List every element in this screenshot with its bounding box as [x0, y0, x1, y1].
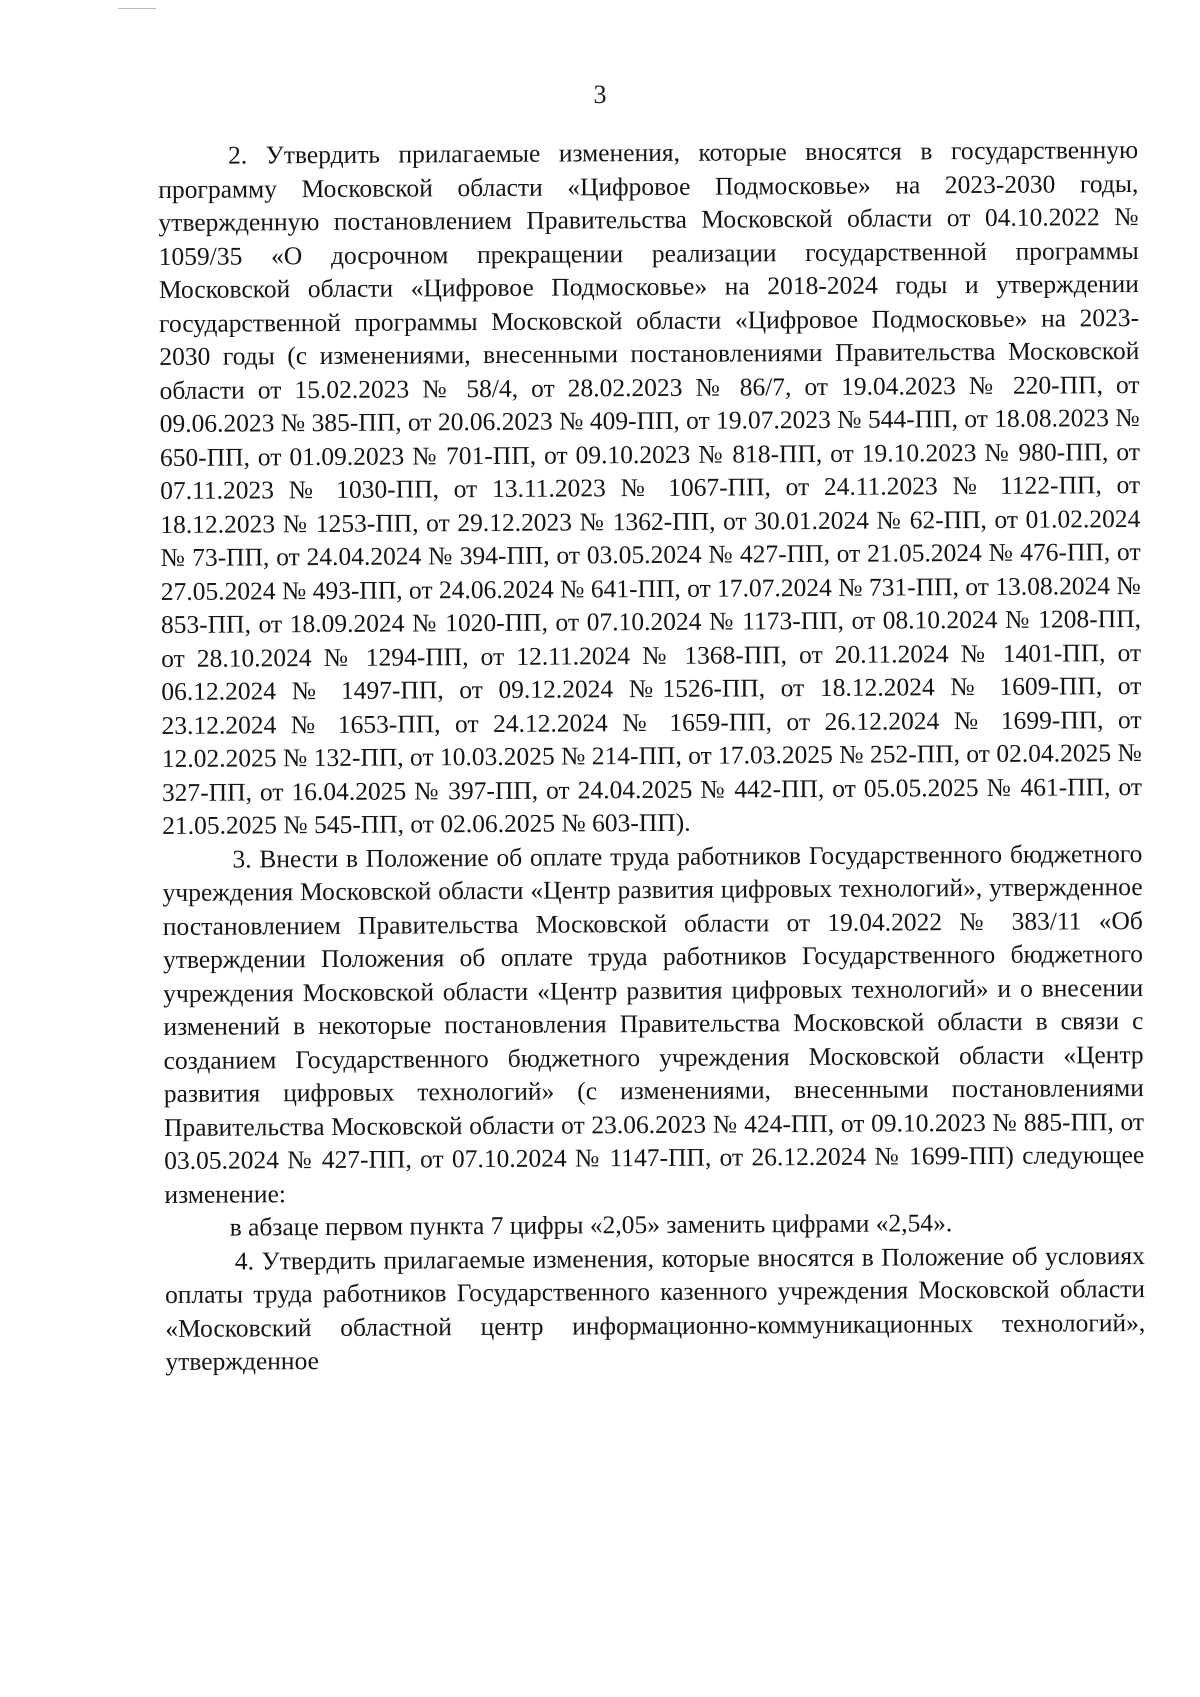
scan-artifact	[118, 8, 156, 9]
page-number: 3	[593, 80, 607, 109]
paragraph-item-3-change: в абзаце первом пункта 7 цифры «2,05» заменить цифрами «2,54».	[229, 1208, 953, 1242]
paragraph-item-2: 2. Утвердить прилагаемые изменения, которые вносятся в государственную программу Московской области «Цифровое Подмосковье» на 2023-2030 годы, утвержденную постановлением Правительства Московской области от 04.10.2022 № 1059/35 «О досрочном прекращении реализации государственной программы Московской области «Цифровое Подмосковье» на 2018-2024 годы и утверждении государственной программы Московской области «Цифровое Подмосковье» на 2023-2030 годы (с изменениями, внесенными постановлениями Правительства Московской области от 15.02.2023 № 58/4, от 28.02.2023 № 86/7, от 19.04.2023 № 220-ПП, от 09.06.2023 № 385-ПП, от 20.06.2023 № 409-ПП, от 19.07.2023 № 544-ПП, от 18.08.2023 № 650-ПП, от 01.09.2023 № 701-ПП, от 09.10.2023 № 818-ПП, от 19.10.2023 № 980-ПП, от 07.11.2023 № 1030-ПП, от 13.11.2023 № 1067-ПП, от 24.11.2023 № 1122-ПП, от 18.12.2023 № 1253-ПП, от 29.12.2023 № 1362-ПП, от 30.01.2024 № 62-ПП, от 01.02.2024 № 73-ПП, от 24.04.2024 № 394-ПП, от 03.05.2024 № 427-ПП, от 21.05.2024 № 476-ПП, от 27.05.2024 № 493-ПП, от 24.06.2024 № 641-ПП, от 17.07.2024 № 731-ПП, от 13.08.2024 № 853-ПП, от 18.09.2024 № 1020-ПП, от 07.10.2024 № 1173-ПП, от 08.10.2024 № 1208-ПП, от 28.10.2024 № 1294-ПП, от 12.11.2024 № 1368-ПП, от 20.11.2024 № 1401-ПП, от 06.12.2024 № 1497-ПП, от 09.12.2024 №1526-ПП, от 18.12.2024 № 1609-ПП, от 23.12.2024 № 1653-ПП, от 24.12.2024 № 1659-ПП, от 26.12.2024 № 1699-ПП, от 12.02.2025 № 132-ПП, от 10.03.2025 № 214-ПП, от 17.03.2025 № 252-ПП, от 02.04.2025 № 327-ПП, от 16.04.2025 № 397-ПП, от 24.04.2025 № 442-ПП, от 05.05.2025 № 461-ПП, от 21.05.2025 № 545-ПП, от 02.06.2025 № 603-ПП).	[158, 135, 1143, 840]
paragraph-item-3: 3. Внести в Положение об оплате труда работников Государственного бюджетного учреждения Московской области «Центр развития цифровых технологий», утвержденное постановлением Правительства Московской области от 19.04.2022 № 383/11 «Об утверждении Положения об оплате труда работников Государственного бюджетного учреждения Московской области «Центр развития цифровых технологий» и о внесении изменений в некоторые постановления Правительства Московской области в связи с созданием Государственного бюджетного учреждения Московской области «Центр развития цифровых технологий» (с изменениями, внесенными постановлениями Правительства Московской области от 23.06.2023 № 424-ПП, от 09.10.2023 № 885-ПП, от 03.05.2024 № 427-ПП, от 07.10.2024 № 1147-ПП, от 26.12.2024 № 1699-ПП) следующее изменение:	[162, 838, 1145, 1209]
paragraph-item-4: 4. Утвердить прилагаемые изменения, которые вносятся в Положение об условиях оплаты труда работников Государственного казенного учреждения Московской области «Московский областной центр информационно-коммуникационных технологий», утвержденное	[164, 1240, 1146, 1376]
document-body	[158, 133, 1146, 1378]
